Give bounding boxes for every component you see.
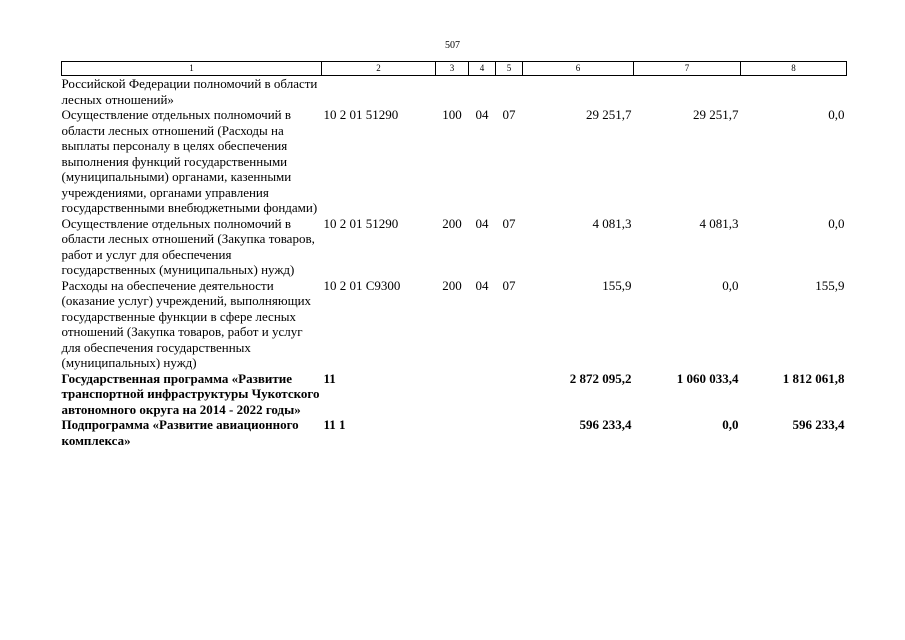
row-subsection (496, 417, 523, 448)
budget-table (61, 61, 847, 448)
row-federal-amount: 4 081,3 (699, 215, 739, 231)
table-row (62, 278, 847, 371)
row-section: 04 (475, 215, 489, 231)
row-regional-amount: 596 233,4 (792, 417, 845, 432)
row-subsection (496, 371, 523, 418)
row-total-amount: 155,9 (602, 277, 632, 293)
row-regional-amount: 0,0 (828, 107, 845, 122)
table-row (62, 371, 847, 418)
column-header: 7 (634, 62, 741, 76)
row-total-amount: 29 251,7 (586, 107, 632, 122)
row-expense-type (436, 76, 469, 108)
row-subsection (496, 76, 523, 108)
table-row (62, 76, 847, 108)
row-subsection: 07 (502, 277, 516, 293)
table-row (62, 216, 847, 278)
row-subsection: 07 (502, 215, 516, 231)
row-name: Расходы на обеспечение деятельности (оказание услуг) учреждений, выполняющих государственные функции в сфере лесных отношений (Закупка товаров, работ и услуг для обеспечения государственных (муниципальных) нужд) (61, 277, 312, 370)
row-code (322, 76, 436, 108)
row-name: Государственная программа «Развитие транспортной инфраструктуры Чукотского автономного округа на 2014 - 2022 годы» (61, 370, 320, 417)
row-regional-amount: 0,0 (828, 215, 845, 231)
row-code: 10 2 01 С9300 (323, 277, 401, 293)
row-federal-amount: 29 251,7 (693, 107, 739, 122)
column-header: 8 (741, 62, 847, 76)
row-federal-amount (634, 76, 741, 108)
row-federal-amount: 0,0 (722, 277, 739, 293)
row-name: Российской Федерации полномочий в области лесных отношений» (61, 76, 318, 107)
row-expense-type (436, 417, 469, 448)
row-expense-type: 200 (442, 215, 462, 231)
row-code: 11 (323, 370, 336, 386)
row-total-amount: 2 872 095,2 (569, 370, 632, 386)
row-expense-type (436, 371, 469, 418)
row-section: 04 (475, 277, 489, 293)
row-section (469, 417, 496, 448)
row-total-amount (523, 76, 634, 108)
row-name: Осуществление отдельных полномочий в области лесных отношений (Закупка товаров, работ и услуг для обеспечения государственных (муниципальных) нужд) (61, 215, 315, 277)
column-header: 5 (496, 62, 523, 76)
row-name: Подпрограмма «Развитие авиационного комплекса» (61, 417, 299, 448)
column-header: 2 (322, 62, 436, 76)
header-row (62, 62, 847, 76)
column-header: 3 (436, 62, 469, 76)
page-number: 507 (445, 40, 460, 51)
row-total-amount: 4 081,3 (592, 215, 632, 231)
row-regional-amount (741, 76, 847, 108)
row-regional-amount: 155,9 (815, 277, 845, 293)
column-header: 6 (523, 62, 634, 76)
row-subsection: 07 (502, 107, 516, 122)
row-total-amount: 596 233,4 (579, 417, 632, 432)
row-section (469, 371, 496, 418)
row-expense-type: 100 (442, 107, 462, 122)
row-expense-type: 200 (442, 277, 462, 293)
row-code: 10 2 01 51290 (323, 107, 399, 122)
column-header: 4 (469, 62, 496, 76)
row-code: 10 2 01 51290 (323, 215, 399, 231)
table-row (62, 107, 847, 216)
row-section (469, 76, 496, 108)
row-code: 11 1 (323, 417, 346, 432)
row-federal-amount: 0,0 (722, 417, 739, 432)
column-header: 1 (62, 62, 322, 76)
row-regional-amount: 1 812 061,8 (782, 370, 845, 386)
row-federal-amount: 1 060 033,4 (676, 370, 739, 386)
row-name: Осуществление отдельных полномочий в области лесных отношений (Расходы на выплаты персоналу в целях обеспечения выполнения функций государственными (муниципальными) органами, казенными учреждениями, органами управления государственными внебюджетными фондами) (61, 107, 318, 215)
row-section: 04 (475, 107, 489, 122)
table-row (62, 417, 847, 448)
